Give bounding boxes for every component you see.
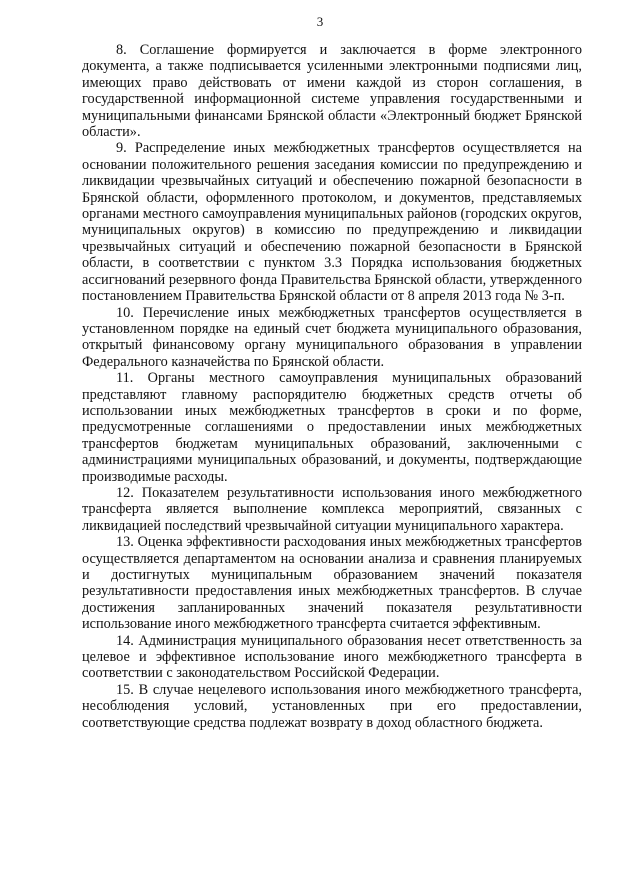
paragraph-10: 10. Перечисление иных межбюджетных трансфертов осуществляется в установленном порядке на единый счет бюджета муниципального образования, открытый финансовому органу муниципального образования в управлении Федерального казначейства по Брянской области. xyxy=(82,304,582,370)
paragraph-15: 15. В случае нецелевого использования иного межбюджетного трансферта, несоблюдения условий, установленных при его предоставлении, соответствующие средства подлежат возврату в доход областного бюджета. xyxy=(82,681,582,731)
paragraph-8: 8. Соглашение формируется и заключается в форме электронного документа, а также подписывается усиленными электронными подписями лиц, имеющих право действовать от имени каждой из сторон соглашения, в государственной информационной системе управления государственными и муниципальными финансами Брянской области «Электронный бюджет Брянской области». xyxy=(82,42,582,141)
page-number: 3 xyxy=(316,14,324,29)
paragraph-11: 11. Органы местного самоуправления муниципальных образований представляют главному распорядителю бюджетных средств отчеты об использовании иных межбюджетных трансфертов в сроки и по форме, предусмотренные соглашениями о предоставлении иных межбюджетных трансфертов бюджетам муниципальных образований, заключенными с администрациями муниципальных образований, и документы, подтверждающие производимые расходы. xyxy=(82,370,582,485)
document-body xyxy=(82,42,582,731)
paragraph-14: 14. Администрация муниципального образования несет ответственность за целевое и эффективное использование иного межбюджетного трансферта в соответствии с законодательством Российской Федерации. xyxy=(82,632,582,682)
paragraph-13: 13. Оценка эффективности расходования иных межбюджетных трансфертов осуществляется департаментом на основании анализа и сравнения планируемых и достигнутых муниципальным образованием значений показателя результативности предоставления иных межбюджетных трансфертов. В случае достижения запланированных значений показателя результативности использование иного межбюджетного трансферта считается эффективным. xyxy=(82,534,582,633)
paragraph-12: 12. Показателем результативности использования иного межбюджетного трансферта является выполнение комплекса мероприятий, связанных с ликвидацией последствий чрезвычайной ситуации муниципального характера. xyxy=(82,484,582,534)
paragraph-9: 9. Распределение иных межбюджетных трансфертов осуществляется на основании положительного решения заседания комиссии по предупреждению и ликвидации чрезвычайных ситуаций и обеспечению пожарной безопасности в Брянской области, оформленного протоколом, и документов, представляемых органами местного самоуправления муниципальных районов (городских округов, муниципальных округов) в комиссию по предупреждению и ликвидации чрезвычайных ситуаций и обеспечению пожарной безопасности в Брянской области, в соответствии с пунктом 3.3 Порядка использования бюджетных ассигнований резервного фонда Правительства Брянской области, утвержденного постановлением Правительства Брянской области от 8 апреля 2013 года № 3-п. xyxy=(82,140,582,305)
